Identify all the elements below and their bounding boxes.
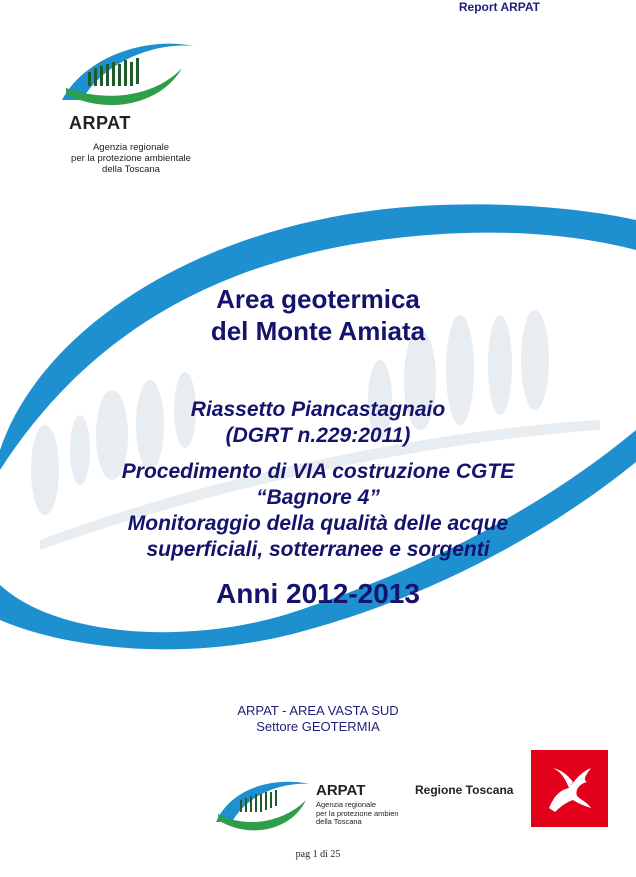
report-label: Report ARPAT — [458, 0, 540, 14]
title-line-2: del Monte Amiata — [210, 316, 426, 346]
region-label: Regione Toscana — [415, 783, 514, 797]
office-line-1: ARPAT - AREA VASTA SUD — [237, 703, 399, 718]
subtitle-line-6: superficiali, sotterranee e sorgenti — [146, 538, 490, 561]
title-line-1: Area geotermica — [216, 284, 420, 314]
subtitle-line-5: Monitoraggio della qualità delle acque — [127, 512, 509, 535]
arpat-logo-bottom-icon — [210, 770, 320, 840]
arpat-tagline-top: Agenzia regionale per la protezione ambientale della Toscana — [71, 142, 191, 175]
page-number: pag 1 di 25 — [295, 849, 341, 860]
arpat-brand-top: ARPAT — [69, 113, 131, 133]
subtitle-line-3: Procedimento di VIA costruzione CGTE — [121, 460, 515, 483]
arpat-brand-bottom: ARPAT — [316, 782, 366, 799]
subtitle-line-4: “Bagnore 4” — [256, 486, 380, 509]
subtitle-line-1: Riassetto Piancastagnaio — [190, 398, 446, 421]
pegasus-emblem-icon — [531, 750, 608, 827]
subtitle-line-2: (DGRT n.229:2011) — [225, 424, 411, 447]
arpat-tagline-bottom: Agenzia regionale per la protezione ambien della Toscana — [316, 800, 399, 826]
years-heading: Anni 2012-2013 — [216, 578, 420, 609]
office-line-2: Settore GEOTERMIA — [256, 719, 380, 734]
